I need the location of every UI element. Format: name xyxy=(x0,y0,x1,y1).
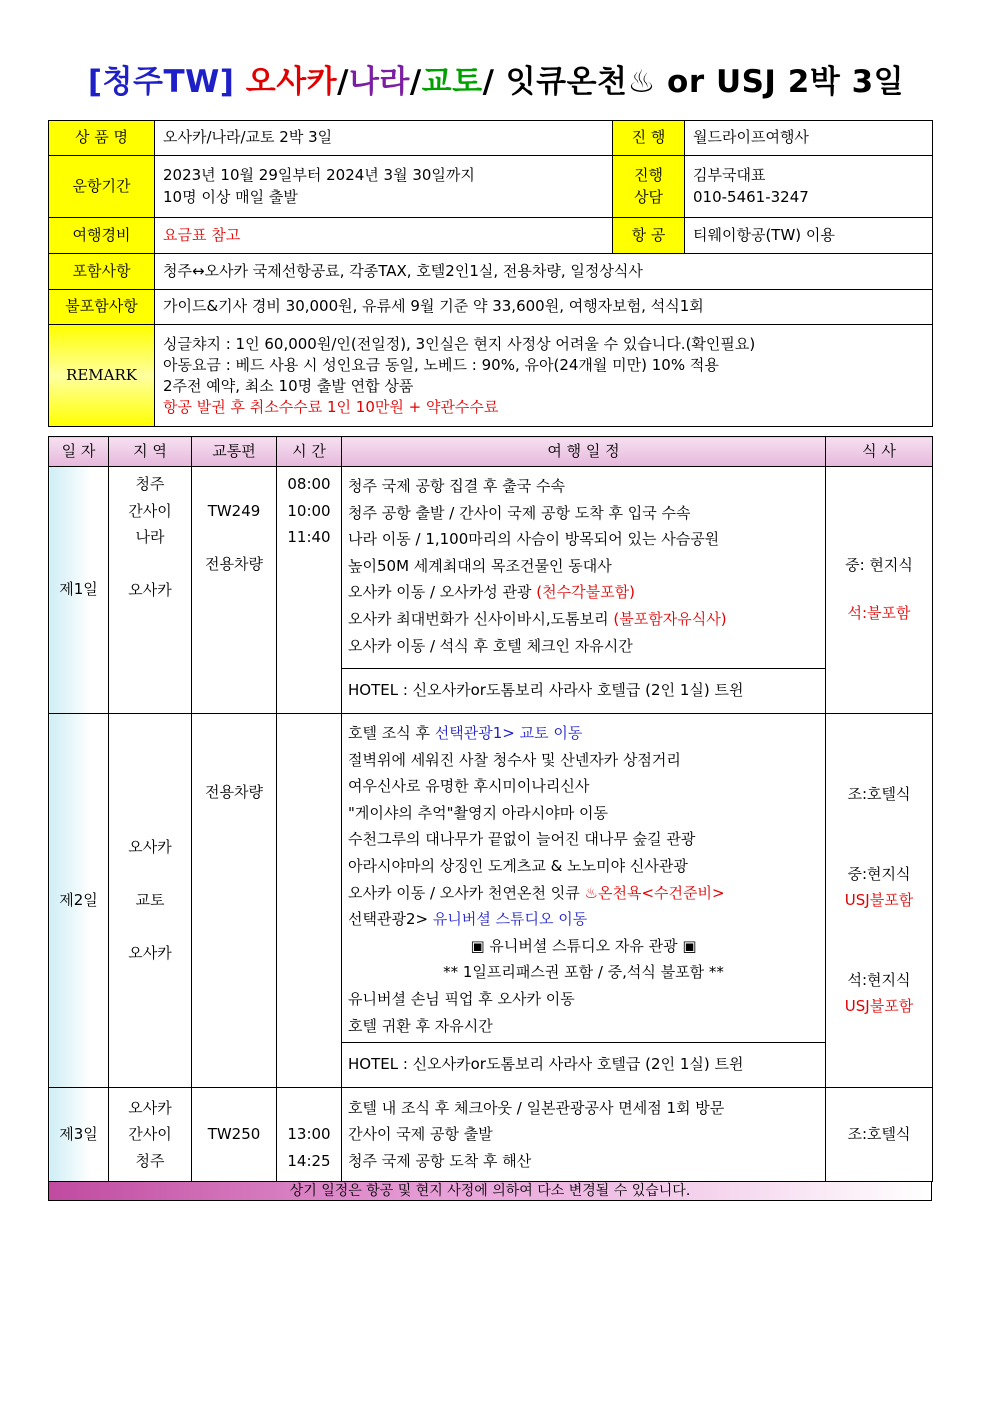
day-1-label: 제1일 xyxy=(49,467,109,714)
day-2-line-text: 오사카 이동 / 오사카 천연온천 잇큐 xyxy=(348,883,585,902)
day-3-line: 호텔 내 조식 후 체크아웃 / 일본관광공사 면세점 1회 방문 xyxy=(348,1098,725,1117)
period-label: 운항기간 xyxy=(49,156,155,218)
consult-label xyxy=(613,156,685,218)
day-2-line: "게이샤의 추억"촬영지 아라시야마 이동 xyxy=(348,803,608,822)
day-2-line: 수천그루의 대나무가 끝없이 늘어진 대나무 숲길 관광 xyxy=(348,830,696,849)
day-2-meal-dinner-note: USJ불포함 xyxy=(844,997,914,1016)
product-info-table xyxy=(48,120,933,427)
day-3-meal: 조:호텔식 xyxy=(826,1088,933,1182)
day-3-time: 14:25 xyxy=(287,1151,331,1170)
period-line-2: 10명 이상 매일 출발 xyxy=(163,187,298,206)
day-3-itinerary xyxy=(342,1088,826,1182)
day-2-meal-lunch-note: USJ불포함 xyxy=(844,891,914,910)
day-2-line-text: 호텔 조식 후 xyxy=(348,724,435,742)
consult-label-2: 상담 xyxy=(634,187,663,206)
meal-spacer xyxy=(832,808,926,861)
remark-line-1: 싱글챠지 : 1인 60,000원/인(전일정), 3인실은 현지 사정상 어려울 수 있습니다.(확인필요) xyxy=(163,334,756,353)
consult-label-1: 진행 xyxy=(634,165,663,184)
remark-line-cancel: 항공 발권 후 취소수수료 1인 10만원 + 약관수수료 xyxy=(163,397,499,416)
include-label: 포함사항 xyxy=(49,254,155,290)
day-2-region: 교토 xyxy=(135,891,165,909)
day-2-line: ▣ 유니버셜 스튜디오 자유 관광 ▣ xyxy=(470,936,697,955)
title-osaka: 오사카 xyxy=(245,64,338,100)
day-3-transport: TW250 xyxy=(192,1088,277,1182)
header-transport: 교통편 xyxy=(192,437,277,467)
day-1-time: 10:00 xyxy=(287,501,331,520)
remark-line-3: 2주전 예약, 최소 10명 출발 연합 상품 xyxy=(163,376,414,395)
day-1-meal-dinner: 석:불포함 xyxy=(847,604,911,622)
day-2-meals xyxy=(826,714,933,1088)
day-1-line xyxy=(348,606,819,633)
day-1-region: 간사이 xyxy=(128,501,172,520)
title-nara: 나라 xyxy=(348,64,410,100)
day-2-transport: 전용차량 xyxy=(192,714,277,1088)
remark-value xyxy=(155,325,933,427)
day-1-region-spacer xyxy=(115,551,185,578)
title-slash-2: / xyxy=(409,64,422,100)
day-1-regions xyxy=(109,467,192,714)
day-2-line xyxy=(348,720,819,747)
day-3-region: 청주 xyxy=(135,1151,165,1170)
day-2-line: ** 1일프리패스권 포함 / 중,석식 불포함 ** xyxy=(443,963,724,982)
consult-phone: 010-5461-3247 xyxy=(693,187,809,206)
day-1-line: 청주 국제 공항 집결 후 출국 수속 xyxy=(348,477,565,495)
header-itinerary: 여 행 일 정 xyxy=(342,437,826,467)
day-1-line: 높이50M 세계최대의 목조건물인 동대사 xyxy=(348,556,612,575)
day-3-line: 청주 국제 공항 도착 후 해산 xyxy=(348,1151,532,1170)
day-3-line: 간사이 국제 공항 출발 xyxy=(348,1125,493,1144)
schedule-table xyxy=(48,436,933,1182)
airline-value: 티웨이항공(TW) 이용 xyxy=(685,218,933,254)
day-2-meal-lunch: 중:현지식 xyxy=(847,864,911,883)
page-title xyxy=(0,56,992,101)
period-line-1: 2023년 10월 29일부터 2024년 3월 30일까지 xyxy=(163,165,475,184)
day-1-region: 나라 xyxy=(135,528,165,547)
day-1-transport-spacer xyxy=(198,525,270,552)
header-day: 일 자 xyxy=(49,437,109,467)
day-1-line-text: 오사카 최대번화가 신사이바시,도톰보리 xyxy=(348,609,614,628)
day-2-meal-breakfast: 조:호텔식 xyxy=(847,785,911,804)
header-region: 지 역 xyxy=(109,437,192,467)
include-value: 청주↔오사카 국제선항공료, 각종TAX, 호텔2인1실, 전용차량, 일정상식사 xyxy=(155,254,933,290)
day-3-times xyxy=(277,1088,342,1182)
cost-label: 여행경비 xyxy=(49,218,155,254)
day-1-line: 나라 이동 / 1,100마리의 사슴이 방목되어 있는 사슴공원 xyxy=(348,530,720,549)
day-1-line xyxy=(348,579,819,606)
day-2-times xyxy=(277,714,342,1088)
day-2-line: 여우신사로 유명한 후시미이나리신사 xyxy=(348,777,590,796)
day-1-itinerary xyxy=(342,467,826,669)
day-1-time: 08:00 xyxy=(287,475,331,493)
day-1-times xyxy=(277,467,342,714)
day-3-regions xyxy=(109,1088,192,1182)
day-2-itinerary xyxy=(342,714,826,1043)
day-2-line-note: ♨온천욕<수건준비> xyxy=(584,883,725,902)
day-1-flight: TW249 xyxy=(207,502,261,520)
exclude-label: 불포함사항 xyxy=(49,290,155,325)
meal-spacer xyxy=(832,914,926,967)
day-2-hotel: HOTEL : 신오사카or도톰보리 사라사 호텔급 (2인 1실) 트윈 xyxy=(342,1043,826,1088)
day-3-region: 오사카 xyxy=(128,1098,172,1117)
day-1-transport xyxy=(192,467,277,714)
header-meal: 식 사 xyxy=(826,437,933,467)
day-1-region: 오사카 xyxy=(128,581,172,600)
airline-label: 항 공 xyxy=(613,218,685,254)
day-2-line-option: 유니버셜 스튜디오 이동 xyxy=(432,910,588,929)
cost-value: 요금표 참고 xyxy=(155,218,613,254)
day-1-line: 청주 공항 출발 / 간사이 국제 공항 도착 후 입국 수속 xyxy=(348,503,691,522)
day-1-meal-lunch: 중: 현지식 xyxy=(845,556,913,575)
day-2-line-text: 선택관광2> xyxy=(348,910,433,929)
day-2-region: 오사카 xyxy=(128,944,172,962)
day-1-line-note: (불포함자유식사) xyxy=(613,609,727,628)
progress-value: 월드라이프여행사 xyxy=(685,121,933,156)
schedule-footer-note: 상기 일정은 항공 및 현지 사정에 의하여 다소 변경될 수 있습니다. xyxy=(48,1181,932,1201)
title-kyoto: 교토 xyxy=(421,64,483,100)
day-1-vehicle: 전용차량 xyxy=(205,555,263,574)
meal-spacer xyxy=(832,577,926,603)
day-1-line: 오사카 이동 / 석식 후 호텔 체크인 자유시간 xyxy=(348,636,633,655)
day-3-label: 제3일 xyxy=(49,1088,109,1182)
header-time: 시 간 xyxy=(277,437,342,467)
day-2-line: 유니버셜 손님 픽업 후 오사카 이동 xyxy=(348,989,575,1008)
day-2-line: 아라시야마의 상징인 도게츠교 & 노노미야 신사관광 xyxy=(348,856,688,875)
exclude-value: 가이드&기사 경비 30,000원, 유류세 9월 기준 약 33,600원, 여행자보험, 석식1회 xyxy=(155,290,933,325)
day-2-line: 절벽위에 세워진 사찰 청수사 및 산넨자카 상점거리 xyxy=(348,750,681,769)
day-1-time: 11:40 xyxy=(287,528,331,547)
title-rest: / 잇큐온천♨ or USJ 2박 3일 xyxy=(482,64,905,100)
title-slash-1: / xyxy=(337,64,349,100)
day-1-hotel: HOTEL : 신오사카or도톰보리 사라사 호텔급 (2인 1실) 트윈 xyxy=(342,669,826,714)
progress-label: 진 행 xyxy=(613,121,685,156)
title-brand: [청주TW] xyxy=(87,64,235,100)
product-value: 오사카/나라/교토 2박 3일 xyxy=(155,121,613,156)
day-2-regions xyxy=(109,714,192,1088)
day-2-region: 오사카 xyxy=(128,838,172,856)
day-1-line-note: (천수각불포함) xyxy=(536,583,635,602)
consult-value xyxy=(685,156,933,218)
day-2-meal-dinner: 석:현지식 xyxy=(847,970,911,989)
day-1-region: 청주 xyxy=(135,475,165,493)
day-3-region: 간사이 xyxy=(128,1125,172,1144)
day-2-line: 호텔 귀환 후 자유시간 xyxy=(348,1016,493,1035)
remark-label: REMARK xyxy=(49,325,155,427)
consult-name: 김부국대표 xyxy=(693,165,766,184)
period-value xyxy=(155,156,613,218)
day-1-line-text: 오사카 이동 / 오사카성 관광 xyxy=(348,583,537,602)
day-2-line xyxy=(348,880,819,907)
day-2-label: 제2일 xyxy=(49,714,109,1088)
day-1-meals xyxy=(826,467,933,714)
day-3-time: 13:00 xyxy=(287,1124,331,1143)
product-label: 상 품 명 xyxy=(49,121,155,156)
day-2-line-option: 선택관광1> 교토 이동 xyxy=(434,724,583,742)
remark-line-2: 아동요금 : 베드 사용 시 성인요금 동일, 노베드 : 90%, 유아(24개월 미만) 10% 적용 xyxy=(163,355,719,374)
day-2-line xyxy=(348,906,819,933)
